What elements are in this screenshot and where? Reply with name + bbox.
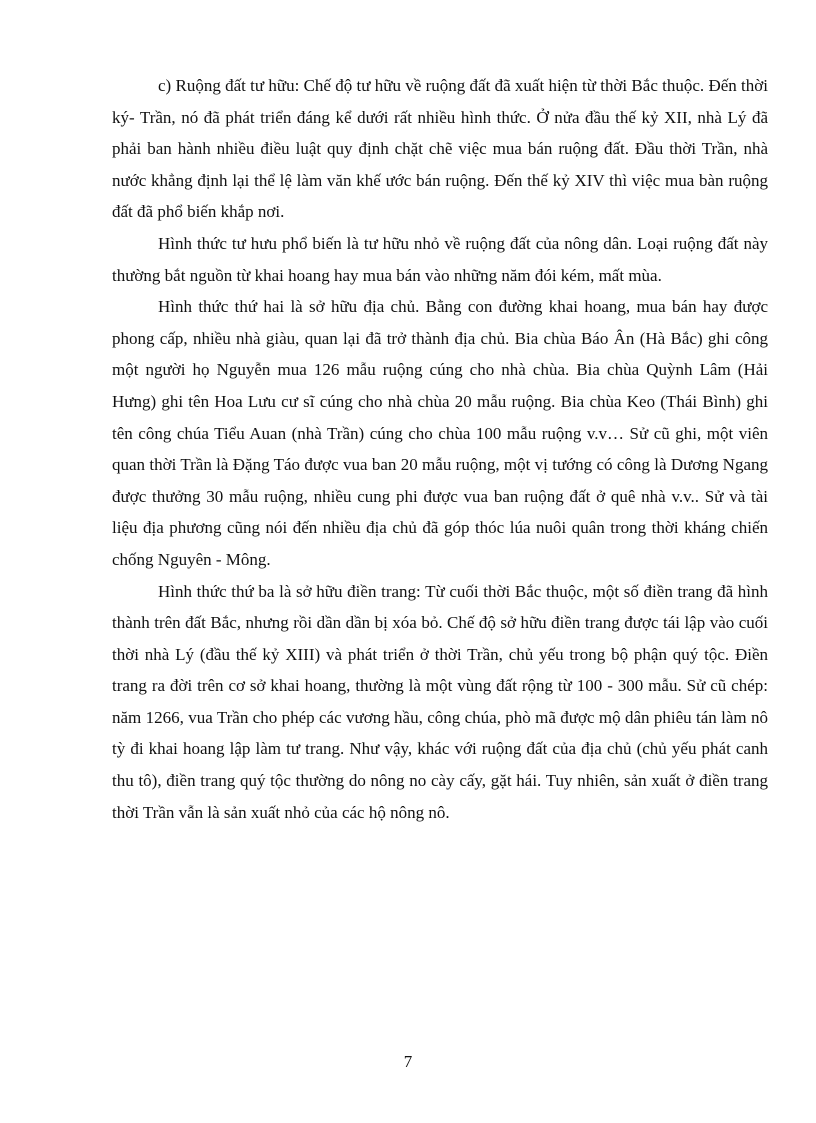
document-body: [112, 70, 768, 828]
paragraph-small-peasant-ownership: Hình thức tư hưu phổ biến là tư hữu nhỏ về ruộng đất của nông dân. Loại ruộng đất này thường bắt nguồn từ khai hoang hay mua bán vào những năm đói kém, mất mùa.: [112, 233, 768, 285]
paragraph-estate-ownership: Hình thức thứ ba là sở hữu điền trang: Từ cuối thời Bắc thuộc, một số điền trang đã hình thành trên đất Bắc, nhưng rồi dần dần bị xóa bỏ. Chế độ sở hữu điền trang được tái lập vào cuối thời nhà Lý (đầu thế kỷ XIII) và phát triển ở thời Trần, chủ yếu trong bộ phận quý tộc. Điền trang ra đời trên cơ sở khai hoang, thường là một vùng đất rộng từ 100 - 300 mẫu. Sử cũ chép: năm 1266, vua Trần cho phép các vương hầu, công chúa, phò mã được mộ dân phiêu tán làm nô tỳ đi khai hoang lập làm tư trang. Như vậy, khác với ruộng đất của địa chủ (chủ yếu phát canh thu tô), điền trang quý tộc thường do nông no cày cấy, gặt hái. Tuy nhiên, sản xuất ở điền trang thời Trần vẫn là sản xuất nhỏ của các hộ nông nô.: [112, 581, 768, 822]
page-number: 7: [403, 1052, 413, 1071]
paragraph-landlord-ownership: Hình thức thứ hai là sở hữu địa chủ. Bằng con đường khai hoang, mua bán hay được phong cấp, nhiều nhà giàu, quan lại đã trở thành địa chủ. Bia chùa Báo Ân (Hà Bắc) ghi công một người họ Nguyễn mua 126 mẫu ruộng cúng cho nhà chùa. Bia chùa Quỳnh Lâm (Hải Hưng) ghi tên Hoa Lưu cư sĩ cúng cho nhà chùa 20 mẫu ruộng. Bia chùa Keo (Thái Bình) ghi tên công chúa Tiểu Auan (nhà Trần) cúng cho chùa 100 mẫu ruộng v.v… Sử cũ ghi, một viên quan thời Trần là Đặng Táo được vua ban 20 mẫu ruộng, một vị tướng có công là Dương Ngang được thưởng 30 mẫu ruộng, nhiều cung phi được vua ban ruộng đất ở quê nhà v.v.. Sử và tài liệu địa phương cũng nói đến nhiều địa chủ đã góp thóc lúa nuôi quân trong thời kháng chiến chống Nguyên - Mông.: [112, 297, 768, 569]
paragraph-private-land-ownership: c) Ruộng đất tư hữu: Chế độ tư hữu về ruộng đất đã xuất hiện từ thời Bắc thuộc. Đến thời ký- Trần, nó đã phát triển đáng kể dưới rất nhiều hình thức. Ở nửa đầu thế kỷ XII, nhà Lý đã phải ban hành nhiều điều luật quy định chặt chẽ việc mua bán ruộng đất. Đầu thời Trần, nhà nước khẳng định lại thể lệ làm văn khế ước bán ruộng. Đến thế kỷ XIV thì việc mua bàn ruộng đất đã phổ biến khắp nơi.: [112, 76, 768, 222]
